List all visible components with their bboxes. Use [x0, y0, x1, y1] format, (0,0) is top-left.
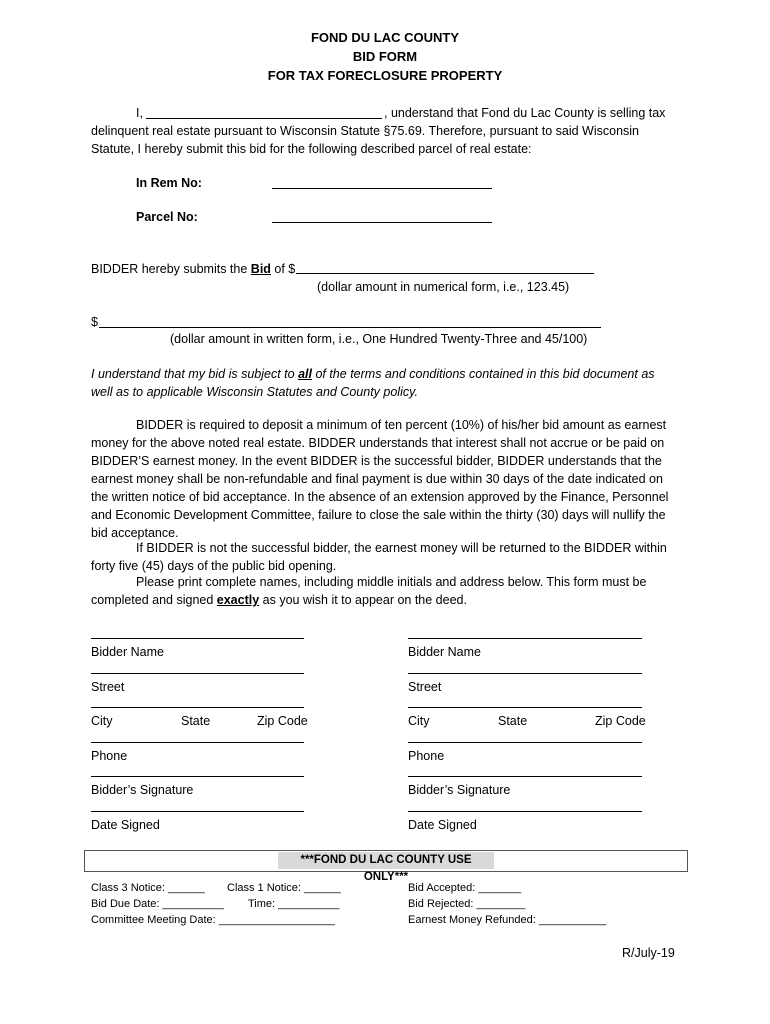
- right-bidder-name-label: Bidder Name: [408, 645, 481, 659]
- right-street-label: Street: [408, 680, 442, 694]
- terms-all: all: [298, 367, 312, 381]
- print-pre: Please print complete names, including middle initials and address below. This form must be completed and signed: [91, 575, 647, 607]
- parcel-label: Parcel No:: [136, 210, 198, 224]
- terms-statement: [91, 365, 671, 401]
- right-signature-label: Bidder’s Signature: [408, 783, 511, 797]
- right-date-label: Date Signed: [408, 818, 477, 832]
- right-date-line[interactable]: [408, 811, 642, 812]
- form-title-bid-form: BID FORM: [352, 49, 418, 64]
- right-zip-label: Zip Code: [595, 714, 646, 728]
- left-bidder-name-label: Bidder Name: [91, 645, 164, 659]
- class1-notice: Class 1 Notice: ______: [227, 882, 341, 894]
- left-city-label: City: [91, 714, 113, 728]
- right-phone-line[interactable]: [408, 742, 642, 743]
- left-zip-label: Zip Code: [257, 714, 308, 728]
- right-phone-label: Phone: [408, 749, 445, 763]
- right-signature-line[interactable]: [408, 776, 642, 777]
- left-date-label: Date Signed: [91, 818, 160, 832]
- terms-pre: I understand that my bid is subject to: [91, 367, 299, 381]
- bid-statement: [91, 260, 295, 278]
- earnest-money-refunded: Earnest Money Refunded: ___________: [408, 914, 607, 926]
- terms-post: of the terms and conditions contained in this bid document as well as to applicable Wisconsin Statutes and County policy.: [91, 367, 655, 399]
- deposit-paragraph: BIDDER is required to deposit a minimum of ten percent (10%) of his/her bid amount as earnest money for the above noted real estate. BIDDER understands that interest shall not accrue or be paid on BIDDER’S earnest money. In the event BIDDER is the successful bidder, BIDDER understands that the earnest money shall be non-refundable and final payment is due within 30 days of the date indicated on the written notice of bid acceptance. In the absence of an extension approved by the Finance, Personnel and Economic Development Committee, failure to close the sale within the thirty (30) days will nullify the bid acceptance.: [91, 418, 669, 540]
- left-phone-line[interactable]: [91, 742, 304, 743]
- bid-word: Bid: [250, 262, 271, 276]
- bidder-name-blank[interactable]: [146, 118, 382, 119]
- right-state-label: State: [498, 714, 528, 728]
- left-name-line[interactable]: [91, 638, 304, 639]
- county-use-box: [84, 850, 688, 883]
- print-names-paragraph: [91, 573, 681, 609]
- left-city-line[interactable]: [91, 707, 304, 708]
- left-street-line[interactable]: [91, 673, 304, 674]
- bid-of: of $: [270, 262, 296, 276]
- right-name-line[interactable]: [408, 638, 642, 639]
- bid-numeric-blank[interactable]: [296, 273, 594, 274]
- bid-time: Time: __________: [248, 898, 340, 910]
- bid-prefix: BIDDER hereby submits the: [91, 262, 251, 276]
- county-use-title: ***FOND DU LAC COUNTY USE ONLY***: [278, 852, 494, 869]
- numeric-hint: (dollar amount in numerical form, i.e., 123.45): [317, 280, 570, 294]
- bid-due-date: Bid Due Date: __________: [91, 898, 224, 910]
- dollar-sign: $: [91, 315, 98, 329]
- bid-rejected: Bid Rejected: ________: [408, 898, 526, 910]
- intro-prefix: I,: [136, 106, 143, 120]
- refund-paragraph: If BIDDER is not the successful bidder, the earnest money will be returned to the BIDDER within forty five (45) days of the public bid opening.: [91, 541, 667, 573]
- bid-accepted: Bid Accepted: _______: [408, 882, 522, 894]
- form-title-county: FOND DU LAC COUNTY: [310, 30, 460, 45]
- form-title-subtitle: FOR TAX FORECLOSURE PROPERTY: [267, 68, 503, 83]
- print-exactly: exactly: [216, 593, 260, 607]
- revision-label: R/July-19: [622, 946, 675, 960]
- right-city-line[interactable]: [408, 707, 642, 708]
- left-phone-label: Phone: [91, 749, 128, 763]
- bid-written-blank[interactable]: [99, 327, 601, 328]
- written-hint: (dollar amount in written form, i.e., One Hundred Twenty-Three and 45/100): [170, 332, 588, 346]
- committee-meeting-date: Committee Meeting Date: ___________________: [91, 914, 336, 926]
- intro-rest: delinquent real estate pursuant to Wisconsin Statute §75.69. Therefore, pursuant to said Wisconsin Statute, I hereby submit this bid for the following described parcel of real estate:: [91, 124, 640, 156]
- print-post: as you wish it to appear on the deed.: [259, 593, 467, 607]
- left-signature-line[interactable]: [91, 776, 304, 777]
- right-street-line[interactable]: [408, 673, 642, 674]
- left-signature-label: Bidder’s Signature: [91, 783, 194, 797]
- in-rem-label: In Rem No:: [136, 176, 202, 190]
- intro-suffix: , understand that Fond du Lac County is selling tax: [384, 106, 666, 120]
- right-city-label: City: [408, 714, 430, 728]
- left-date-line[interactable]: [91, 811, 304, 812]
- parcel-blank[interactable]: [272, 222, 492, 223]
- left-street-label: Street: [91, 680, 125, 694]
- in-rem-blank[interactable]: [272, 188, 492, 189]
- left-state-label: State: [181, 714, 211, 728]
- class3-notice: Class 3 Notice: ______: [91, 882, 205, 894]
